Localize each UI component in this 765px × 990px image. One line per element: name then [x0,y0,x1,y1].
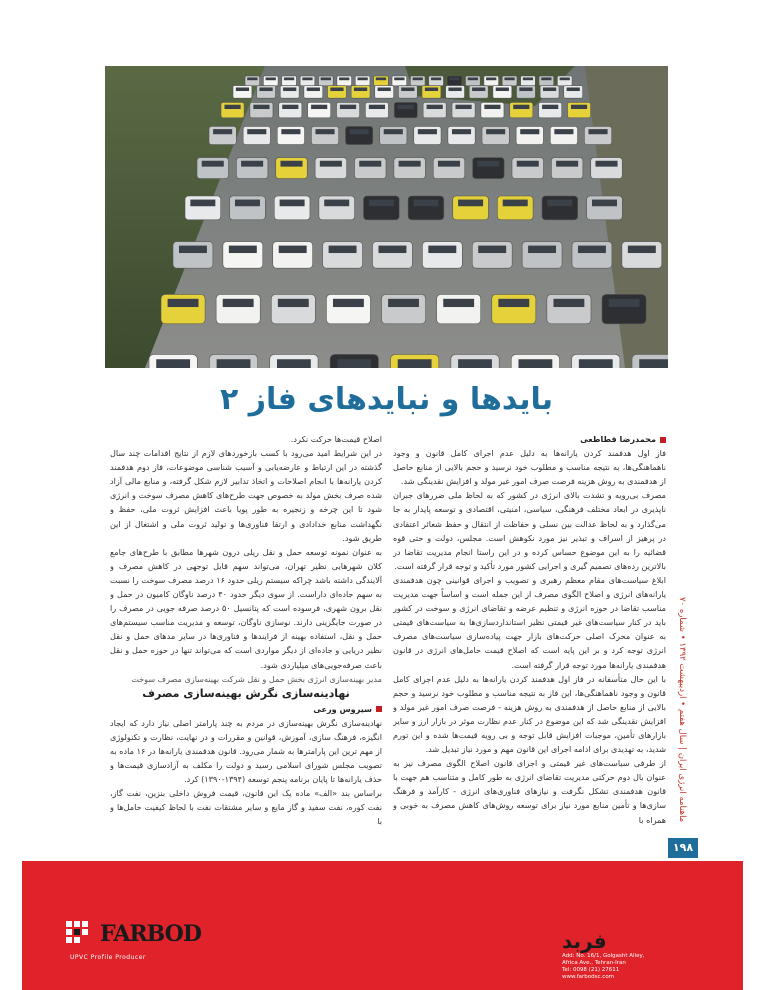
paragraph: نهادینه‌سازی نگرش بهینه‌سازی در مردم به چند پارامتر اصلی نیاز دارد که ایجاد انگیزه، فرهنگ سازی، آموزش، قوانین و مقررات و در نهایت، نظارت و تکنولوژی از مهم ترین این پارامترها به شمار می‌رود. قانون هدفمندی یارانه‌ها در ۱۶ ماده به تصویب مجلس شورای اسلامی رسید و دولت را مکلف به آزادسازی قیمت‌ها و حذف یارانه‌ها تا پایان برنامه پنجم توسعه (۱۳۹۴-۱۳۹۰) کرد. [110,717,382,785]
section-subhead: نهادینه‌سازی نگرش بهینه‌سازی مصرف [142,686,350,700]
paragraph: اصلاح قیمت‌ها حرکت نکرد. [290,434,382,444]
paragraph: مصرف بی‌رویه و تشدت بالای انرژی در کشور که به لحاظ ملی ضررهای جبران ناپذیری در ابعاد مختلف فرهنگی، سیاسی، امنیتی، اقتصادی و توسعه پایدار به جا می‌گذارد و به لحاظ عدالت بین نسلی و حفاظت از انتقال و حفظ شعائر اعتقادی در پرهیز از اسراف و تبذیر نیز مورد نکوهش است. مجلس، دولت و حتی قوه قضائیه را به این موضوع حساس کرده و در این راستا انجام مدیریت تقاضا در بالاترین رده‌های تصمیم گیری و اجرایی کشور مورد تأکید و توجه قرار گرفته است. [393,490,666,571]
logo-grid-icon [66,921,96,951]
red-square-icon [660,437,666,443]
paragraph: ابلاغ سیاست‌های مقام معظم رهبری و تصویب و اجرای قوانینی چون هدفمندی یارانه‌های انرژی و اصلاح الگوی مصرف از این جمله است و اساساً جهت مدیریت مناسب تقاضا در حوزه انرژی و تنظیم عرضه و تقاضای انرژی و سوخت در کشور باید در کنار سیاست‌های غیر قیمتی نظیر استانداردسازی‌ها به سیاست‌های قیمتی به عنوان محرک اصلی حرکت‌های بازار جهت پیاده‌سازی سیاست‌های مصرف انرژی توجه کرد و بر این پایه است که اصلاح قیمت حامل‌های انرژی در قانون هدفمندی یارانه‌ها مورد توجه قرار گرفته است. [393,574,666,670]
paragraph: با این حال متأسفانه در فاز اول هدفمند کردن یارانه‌ها به دلیل عدم اجرای کامل قانون و وجود ناهماهنگی‌ها، این فاز به نتیجه مناسب و مطلوب خود نرسید و حجم بالایی از منابع حاصل از هدفمندی به روش هزینه - فرصت صرف امور غیر مولد و افزایش نقدینگی شد که این موضوع در کنار عدم نظارت موثر در بازار ارز و سایر بازارهای تأمین، موجبات افزایش قابل توجه و بی رویه قیمت‌ها شده و این تورم شدید، به تهدیدی برای ادامه اجرای این قانون مهم و مورد نیاز تبدیل شد. [393,673,666,755]
paragraph: از طرفی سیاست‌های غیر قیمتی و اجرای قانون اصلاح الگوی مصرف نیز به عنوان بال دوم حرکتی مدیریت تقاضای انرژی به طور کامل و متناسب هم جهت با قانون هدفمندی تشکل نگرفت و نیازهای فناوری‌های انرژی - کارآمد و فرهنگ سازی‌ها و تأمین منابع مورد نیاز برای توسعه روش‌های کاهش مصرف به خوبی و همراه با [393,758,666,825]
contact-info: Add: No. 16/1, Golgasht Alley, Africa Ave., Tehran-Iran Tel: 0098 (21) 27611 www.farbodsc.com [562,953,645,980]
paragraph: براساس بند «الف» ماده یک این قانون، قیمت فروش داخلی بنزین، نفت گاز، نفت کوره، نفت سفید و گاز مایع و سایر مشتقات نفت با لحاظ کیفیت حامل‌ها و با [110,788,382,827]
right-column [393,432,666,856]
left-column [110,432,382,856]
farbod-logo: FARBOD [100,921,201,947]
issue-info-sidebar: ماهنامه انرژی ایران | سال هفتم • اردیبهشت ۱۳۹۲ • شماره ۷۰ [677,597,687,823]
logo-tagline: UPVC Profile Producer [70,954,146,961]
paragraph: به عنوان نمونه توسعه حمل و نقل ریلی درون شهرها مطابق با طرح‌های جامع کلان شهرهایی نظیر تهران، می‌تواند سهم قابل توجهی در کاهش مصرف و آلایندگی داشته باشد چراکه سیستم ریلی حدود ۱۶ درصد مصرف سوخت را نسبت به سهم جاده‌ای داراست. از سوی دیگر حدود ۴۰ درصد ناوگان کامیون در حمل و نقل برون شهری، فرسوده است که پتانسیل ۵۰ درصد صرفه جویی در مصرف را در صورت جایگزینی دارند. نوسازی ناوگان، توسعه و مدیریت مناسب سیستم‌های حمل و نقل، استفاده بهینه از فرایندها و فناوری‌ها در سایر مدهای حمل و نقل نظیر دریایی و جاده‌ای از دیگر مواردی است که می‌تواند تنها در حوزه حمل و نقل باعث صرفه‌جویی‌های میلیاردی شود. [110,546,382,670]
advertisement-banner[interactable] [22,861,743,990]
brand-name-fa: فربد [562,929,607,953]
author-byline-2: سیروس ورعی [110,702,382,716]
author-caption: مدیر بهینه‌سازی انرژی بخش حمل و نقل شرکت بهینه‌سازی مصرف سوخت [131,673,382,684]
traffic-photo [105,66,668,368]
paragraph: در این شرایط امید می‌رود با کسب بازخوردهای لازم از نتایج اقدامات چند سال گذشته در این ارتباط و عارضه‌یابی و آسیب شناسی موضوعات، فاز دوم هدفمند کردن یارانه‌ها با انجام اصلاحات و اتخاذ تدابیر لازم شکل گرفته، و منابع مالی آزاد شده صرف بخش مولد به خصوص جهت طرح‌های کاهش مصرف سوخت و انرژی شود تا این چرخه و زنجیره به طور پویا باعث افزایش ثروت ملی، حفظ و نگهداشت منابع خدادادی و ارتقا فناوری‌ها و تولید ثروت ملی و اشتغال از این طریق شود. [110,448,382,543]
paragraph: فاز اول هدفمند کردن یارانه‌ها به دلیل عدم اجرای کامل قانون و وجود ناهماهنگی‌ها، به نتیجه مناسب و مطلوب خود نرسید و حجم بالایی از منابع حاصل از هدفمندی به روش هزینه فرصت صرف امور غیر مولد و افزایش نقدینگی شد. [393,448,666,487]
page-number: ۱۹۸ [668,838,698,858]
article-headline: بایدها و نبایدهای فاز ۲ [219,382,554,417]
red-square-icon [376,706,382,712]
author-byline: محمدرضا قطاطعی [393,432,666,446]
